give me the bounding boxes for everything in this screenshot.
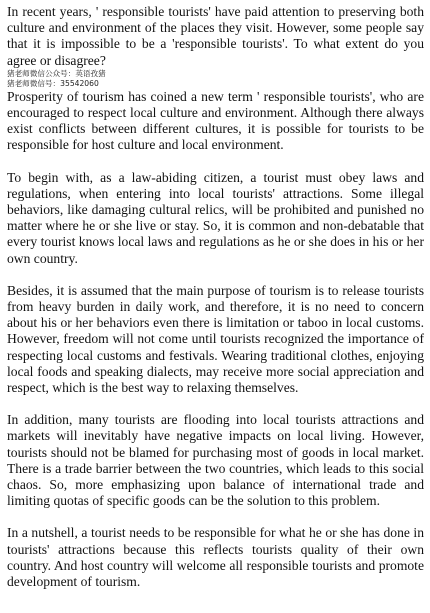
wechat-id-note: 猪老师微信号：35542060 xyxy=(7,78,99,88)
wechat-official-account-note: 猪老师微信公众号：英语孜猪 xyxy=(7,68,106,78)
body-paragraph-laws: To begin with, as a law-abiding citizen, a tourist must obey laws and regulations, when entering into local tourists' attractions. Some illegal behaviors, like damaging cultural relics, will be prohibited and punished no matter where he or she live or stay. So, it is common and non-debatable that every tourist knows local laws and regulations as he or she does in his or her own country. xyxy=(7,169,424,266)
essay-document xyxy=(7,4,424,590)
conclusion-paragraph: In a nutshell, a tourist needs to be responsible for what he or she has done in tourists' attractions because this reflects tourists quality of their own country. And host country will welcome all responsible tourists and promote development of tourism. xyxy=(7,525,424,590)
introduction-paragraph: Prosperity of tourism has coined a new term ' responsible tourists', who are encouraged to respect local culture and environment. Although there always exist conflicts between different cultures, it is possible for tourists to be responsible for host culture and local environment. xyxy=(7,88,424,153)
essay-prompt: In recent years, ' responsible tourists' have paid attention to preserving both culture and environment of the places they visit. However, some people say that it is impossible to be a 'responsible tourists'. To what extent do you agree or disagree? xyxy=(7,4,424,68)
body-paragraph-markets: In addition, many tourists are flooding into local tourists attractions and markets will inevitably have negative impacts on local living. However, tourists should not be blamed for purchasing most of goods in local market. There is a trade barrier between the two countries, which leads to this social chaos. So, more emphasizing upon balance of international trade and limiting quotas of specific goods can be the solution to this problem. xyxy=(7,412,424,509)
body-paragraph-customs: Besides, it is assumed that the main purpose of tourism is to release tourists from heavy burden in daily work, and therefore, it is no need to concern about his or her behaviors even there is limitation or taboo in local customs. However, freedom will not come until tourists recognized the importance of respecting local customs and festivals. Wearing traditional clothes, enjoying local foods and speaking dialects, may receive more social appreciation and respect, which is the best way to relaxing themselves. xyxy=(7,282,424,396)
